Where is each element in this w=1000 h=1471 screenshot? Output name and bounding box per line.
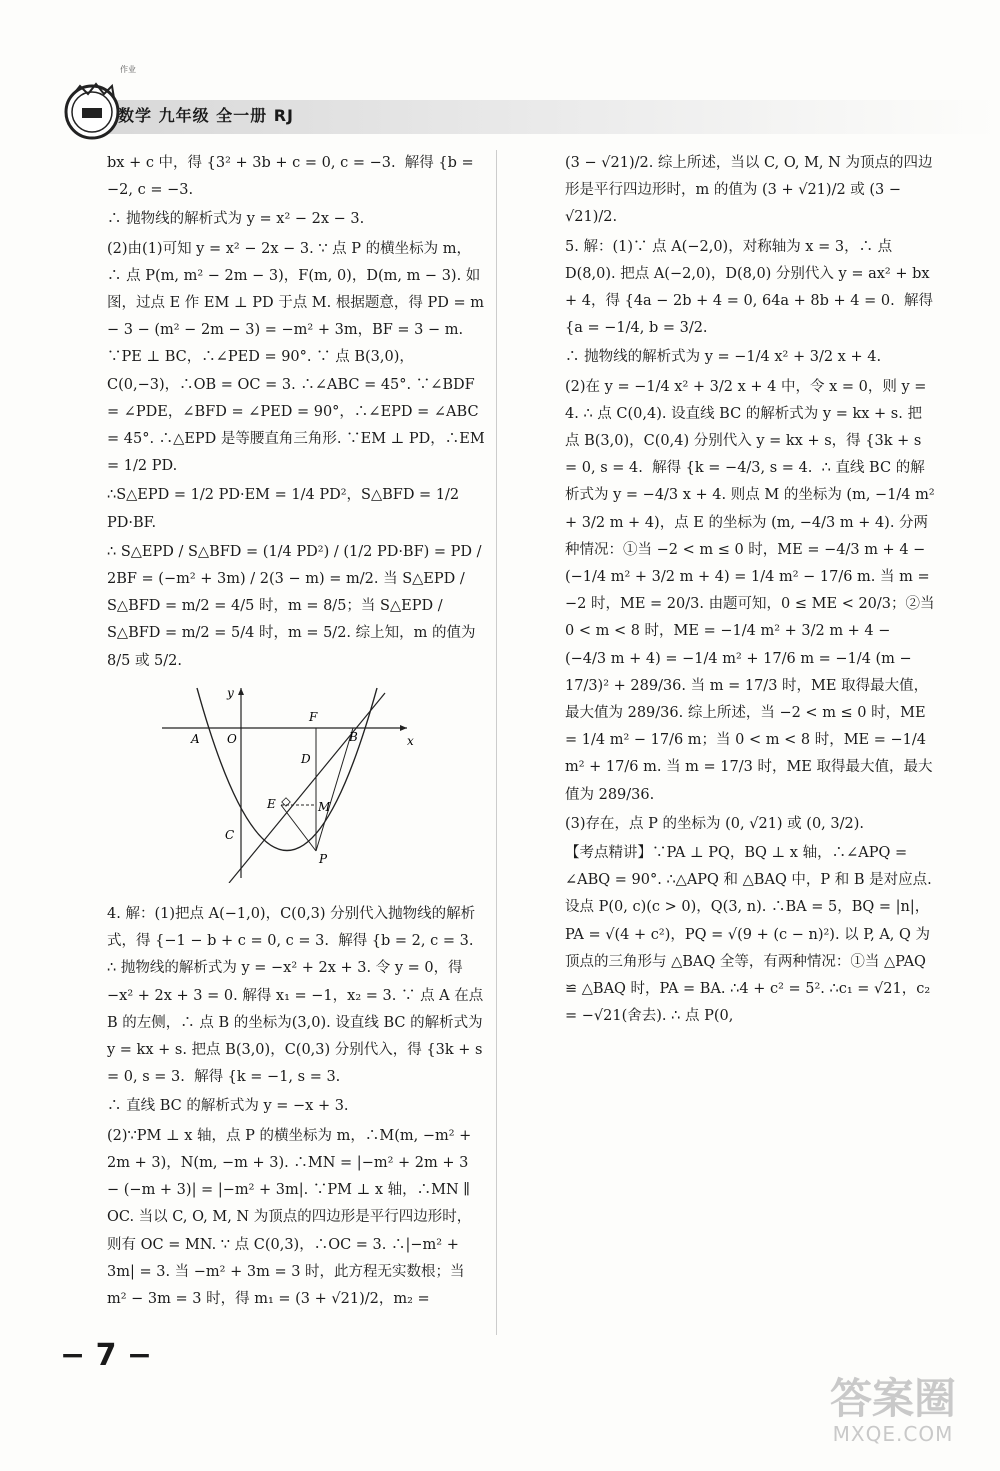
book-logo-icon bbox=[60, 78, 124, 142]
left-para: bx + c 中，得 {3² + 3b + c = 0, c = −3. 解得 {b = −2, c = −3. bbox=[107, 155, 479, 199]
right-para: ∴ 抛物线的解析式为 y = −1/4 x² + 3/2 x + 4. bbox=[565, 349, 882, 366]
left-para: (2)∵PM ⊥ x 轴，点 P 的横坐标为 m，∴M(m, −m² + 2m + 3)，N(m, −m + 3). ∴MN = |−m² + 2m + 3 − (−m + 3)| = |−m² + 3m|. ∵PM ⊥ x 轴，∴MN ∥ OC. 当以 C, O, M, N 为顶点的四边形是平行四边形时，则有 OC = MN. ∵ 点 C(0,3)，∴OC = 3. ∴|−m² + 3m| = 3. 当 −m² + 3m = 3 时，此方程无实数根；当 m² − 3m = 3 时，得 m₁ = (3 + √21)/2，m₂ = bbox=[107, 1127, 476, 1307]
label-y: y bbox=[227, 685, 234, 700]
label-b: B bbox=[349, 729, 358, 744]
label-m: M bbox=[318, 799, 331, 814]
left-para: ∴ 直线 BC 的解析式为 y = −x + 3. bbox=[107, 1098, 349, 1115]
left-para: ∴ S△EPD / S△BFD = (1/4 PD²) / (1/2 PD·BF) = PD / 2BF = (−m² + 3m) / 2(3 − m) = m/2. 当 S△EPD / S△BFD = m/2 = 4/5 时，m = 8/5；当 S△EPD / S△BFD = m/2 = 5/4 时，m = 5/2. 综上知，m 的值为 8/5 或 5/2. bbox=[107, 543, 487, 669]
left-column bbox=[107, 150, 490, 1315]
watermark bbox=[808, 1376, 978, 1456]
column-divider bbox=[496, 150, 497, 1335]
right-column bbox=[565, 150, 940, 1033]
right-para: 【考点精讲】∵PA ⊥ PQ，BQ ⊥ x 轴，∴∠APQ = ∠ABQ = 90°. ∴△APQ 和 △BAQ 中，P 和 B 是对应点. 设点 P(0, c)(c > 0)，Q(3, n). ∴BA = 5，BQ = |n|，PA = √(4 + c²)，PQ = √(9 + (c − n)²). 以 P, A, Q 为顶点的三角形与 △BAQ 全等，有两种情况：①当 △PAQ ≌ △BAQ 时，PA = BA. ∴4 + c² = 5². ∴c₁ = √21，c₂ = −√21(舍去). ∴ 点 P(0, bbox=[565, 845, 937, 1025]
label-o: O bbox=[227, 731, 237, 746]
book-title: 数学 九年级 全一册 RJ bbox=[118, 106, 294, 125]
line-bc bbox=[229, 693, 385, 883]
page-number: − 7 − bbox=[60, 1338, 153, 1373]
logo-tag: 作业 bbox=[120, 65, 136, 74]
x-axis-arrow-icon bbox=[400, 725, 407, 731]
right-para: 5. 解：(1)∵ 点 A(−2,0)，对称轴为 x = 3，∴ 点 D(8,0). 把点 A(−2,0)，D(8,0) 分别代入 y = ax² + bx + 4，得 {4a − 2b + 4 = 0, 64a + 8b + 4 = 0. 解得 {a = −1/4, b = 3/2. bbox=[565, 238, 938, 337]
parabola-figure bbox=[157, 683, 417, 883]
label-p: P bbox=[319, 851, 328, 866]
right-para: (2)在 y = −1/4 x² + 3/2 x + 4 中，令 x = 0，则 y = 4. ∴ 点 C(0,4). 设直线 BC 的解析式为 y = kx + s. 把点 B(3,0)，C(0,4) 分别代入 y = kx + s，得 {3k + s = 0, s = 4. 解得 {k = −4/3, s = 4. ∴ 直线 BC 的解析式为 y = −4/3 x + 4. 则点 M 的坐标为 (m, −1/4 m² + 3/2 m + 4)，点 E 的坐标为 (m, −4/3 m + 4). 分两种情况：①当 −2 < m ≤ 0 时，ME = −4/3 m + 4 − (−1/4 m² + 3/2 m + 4) = 1/4 m² − 17/6 m. 当 m = −2 时，ME = 20/3. 由题可知，0 ≤ ME < 20/3；②当 0 < m < 8 时，ME = −1/4 m² + 3/2 m + 4 − (−4/3 m + 4) = −1/4 m² + 17/6 m = −1/4 (m − 17/3)² + 289/36. 当 m = 17/3 时，ME 取得最大值，最大值为 289/36. 综上所述，当 −2 < m ≤ 0 时，ME = 1/4 m² − 17/6 m；当 0 < m < 8 时，ME = −1/4 m² + 17/6 m. 当 m = 17/3 时，ME 取得最大值，最大值为 289/36. bbox=[565, 378, 940, 803]
label-f: F bbox=[309, 709, 318, 724]
left-para: ∴ 抛物线的解析式为 y = x² − 2x − 3. bbox=[107, 211, 365, 228]
right-para: (3)存在，点 P 的坐标为 (0, √21) 或 (0, 3/2). bbox=[565, 815, 864, 832]
label-a: A bbox=[191, 731, 200, 746]
left-para: 4. 解：(1)把点 A(−1,0)，C(0,3) 分别代入抛物线的解析式，得 {−1 − b + c = 0, c = 3. 解得 {b = 2, c = 3. ∴ 抛物线的解析式为 y = −x² + 2x + 3. 令 y = 0，得 −x² + 2x + 3 = 0. 解得 x₁ = −1，x₂ = 3. ∵ 点 A 在点 B 的左侧，∴ 点 B 的坐标为(3,0). 设直线 BC 的解析式为 y = kx + s. 把点 B(3,0)，C(0,3) 分别代入，得 {3k + s = 0, s = 3. 解得 {k = −1, s = 3. bbox=[107, 906, 488, 1086]
y-axis-arrow-icon bbox=[238, 688, 244, 695]
label-e: E bbox=[267, 796, 276, 811]
label-c: C bbox=[225, 827, 235, 842]
right-para: (3 − √21)/2. 综上所述，当以 C, O, M, N 为顶点的四边形是平行四边形时，m 的值为 (3 + √21)/2 或 (3 − √21)/2. bbox=[565, 155, 933, 226]
left-para: ∴S△EPD = 1/2 PD·EM = 1/4 PD²，S△BFD = 1/2 PD·BF. bbox=[107, 487, 464, 531]
label-d: D bbox=[301, 751, 311, 766]
label-x: x bbox=[407, 733, 414, 748]
watermark-text: 答案圈 bbox=[829, 1374, 956, 1423]
segment-ep bbox=[281, 805, 316, 851]
page-header bbox=[58, 98, 1000, 136]
left-para: (2)由(1)可知 y = x² − 2x − 3. ∵ 点 P 的横坐标为 m，∴ 点 P(m, m² − 2m − 3)，F(m, 0)，D(m, m − 3). 如图，过点 E 作 EM ⊥ PD 于点 M. 根据题意，得 PD = m − 3 − (m² − 2m − 3) = −m² + 3m，BF = 3 − m. ∵PE ⊥ BC，∴∠PED = 90°. ∵ 点 B(3,0)，C(0,−3)，∴OB = OC = 3. ∴∠ABC = 45°. ∵∠BDF = ∠PDE，∠BFD = ∠PED = 90°，∴∠EPD = ∠ABC = 45°. ∴△EPD 是等腰直角三角形. ∵EM ⊥ PD，∴EM = 1/2 PD. bbox=[107, 240, 490, 475]
segment-pb bbox=[316, 728, 353, 851]
parabola-curve bbox=[197, 685, 377, 851]
watermark-url: MXQE.COM bbox=[832, 1422, 954, 1446]
